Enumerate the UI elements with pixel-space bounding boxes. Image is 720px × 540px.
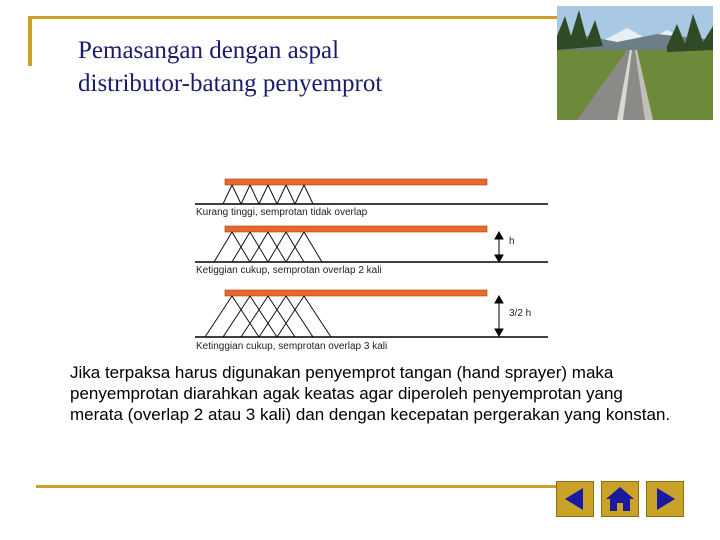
title-accent-top xyxy=(28,16,558,19)
diagram-label-1: Kurang tinggi, semprotan tidak overlap xyxy=(196,207,368,218)
spray-bar-1 xyxy=(225,179,487,185)
slide-title-line-2: distributor-batang penyemprot xyxy=(78,70,383,97)
height-arrow-2 xyxy=(495,296,503,336)
slide-title-line-1: Pemasangan dengan aspal xyxy=(78,37,340,64)
previous-slide-button[interactable] xyxy=(556,481,594,517)
road-photo xyxy=(557,6,713,120)
diagram-label-3: Ketinggian cukup, semprotan overlap 3 kali xyxy=(196,341,388,352)
slide-title xyxy=(78,34,382,100)
spray-fans-2 xyxy=(214,232,322,262)
body-text: Jika terpaksa harus digunakan penyemprot tangan (hand sprayer) maka penyemprotan diarahkan agak keatas agar diperoleh penyemprotan yang merata (overlap 2 atau 3 kali) dan dengan kecepatan pergerakan yang konstan. xyxy=(70,363,671,424)
spray-bar-3 xyxy=(225,290,487,296)
title-accent-vertical xyxy=(28,16,32,66)
spray-bar-2 xyxy=(225,226,487,232)
triangle-right-icon xyxy=(647,482,683,516)
height-arrow-1 xyxy=(495,232,503,262)
footer-accent-line xyxy=(36,485,556,488)
spray-fans-1 xyxy=(223,185,313,204)
height-label-2: 3/2 h xyxy=(509,308,532,319)
next-slide-button[interactable] xyxy=(646,481,684,517)
spray-diagram xyxy=(190,170,560,355)
spray-fans-3 xyxy=(205,296,331,337)
triangle-left-icon xyxy=(557,482,593,516)
height-label-1: h xyxy=(509,236,515,247)
diagram-label-2: Ketiggian cukup, semprotan overlap 2 kali xyxy=(196,265,382,276)
home-button[interactable] xyxy=(601,481,639,517)
house-icon xyxy=(602,482,638,516)
